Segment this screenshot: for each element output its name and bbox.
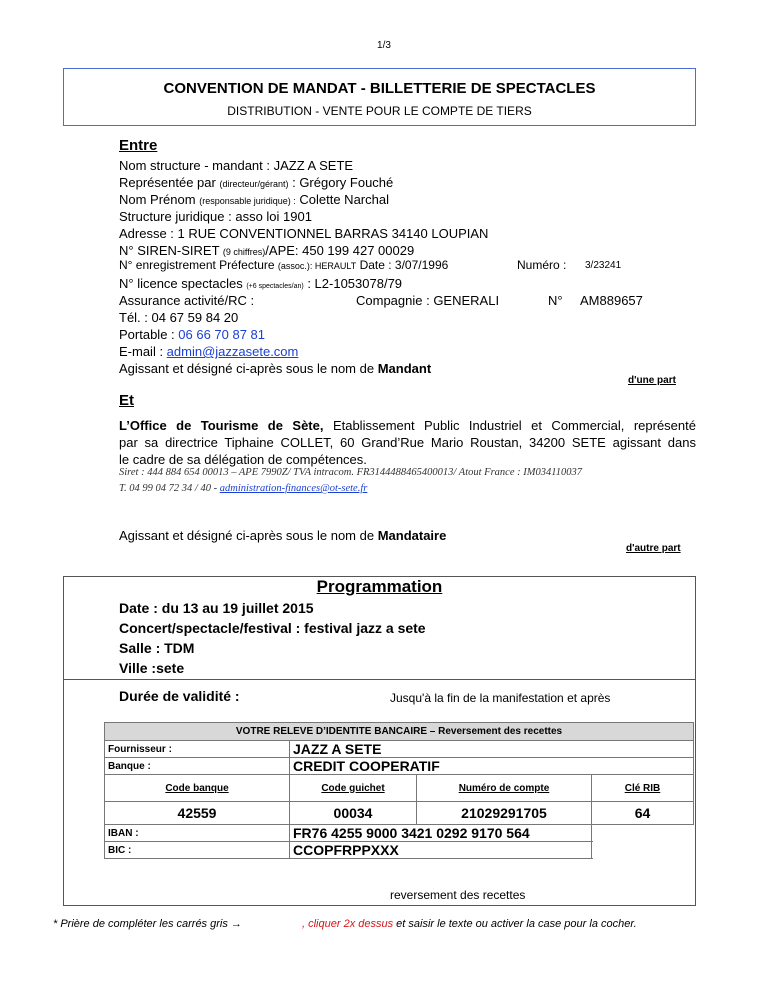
- une-part: d'une part: [628, 375, 676, 386]
- nom-prenom-label: Nom Prénom: [119, 192, 200, 207]
- ot-tel: T. 04 99 04 72 34 / 40 -: [119, 483, 220, 494]
- assurance-label: Assurance activité/RC :: [119, 293, 255, 308]
- prefecture: [119, 258, 448, 272]
- document-subtitle: DISTRIBUTION - VENTE POUR LE COMPTE DE TIERS: [227, 104, 532, 118]
- ot-email-link[interactable]: administration-finances@ot-sete.fr: [219, 483, 368, 494]
- document-title: CONVENTION DE MANDAT - BILLETTERIE DE SPECTACLES: [163, 80, 596, 97]
- col-numero-compte: Numéro de compte: [417, 775, 592, 802]
- rib-fournisseur-row: [105, 741, 694, 758]
- licence: [119, 276, 402, 291]
- nom-prenom-value: Colette Narchal: [295, 192, 389, 207]
- autre-part: d'autre part: [626, 543, 681, 554]
- prog-date: Date : du 13 au 19 juillet 2015: [119, 600, 314, 616]
- portable-value: 06 66 70 87 81: [178, 327, 266, 342]
- et-para-3: le cadre de sa délégation de compétences.: [119, 452, 367, 467]
- iban-label: IBAN :: [105, 825, 290, 842]
- footer-instruction: [302, 918, 637, 930]
- nom-prenom: [119, 192, 389, 207]
- entre-heading: Entre: [119, 137, 158, 154]
- prog-ville: Ville :sete: [119, 660, 185, 676]
- et-para-1-text: Etablissement Public Industriel et Commercial, représenté: [323, 418, 696, 433]
- siren: [119, 243, 414, 258]
- col-code-guichet: Code guichet: [290, 775, 417, 802]
- prefecture-date: Date : 3/07/1996: [356, 258, 449, 272]
- mandataire-text: Agissant et désigné ci-après sous le nom de: [119, 528, 378, 543]
- mandant-line: [119, 361, 431, 376]
- bic-field[interactable]: CCOPFRPPXXX: [290, 842, 592, 859]
- fournisseur-label: Fournisseur :: [105, 741, 290, 758]
- footer-left: * Prière de compléter les carrés gris: [53, 918, 228, 930]
- validite-text: Jusqu'à la fin de la manifestation et après: [390, 691, 611, 705]
- mandataire-line: [119, 528, 446, 543]
- represente-value: : Grégory Fouché: [288, 175, 394, 190]
- page-number: 1/3: [377, 40, 391, 51]
- rib-iban-row: [105, 825, 694, 842]
- rib-header-row: [105, 723, 694, 741]
- reversement-text: reversement des recettes: [390, 888, 526, 902]
- assurance-no-label: N°: [548, 293, 563, 308]
- rib-banque-row: [105, 758, 694, 775]
- iban-field[interactable]: FR76 4255 9000 3421 0292 9170 564: [290, 825, 592, 842]
- rib-bic-row: [105, 842, 694, 859]
- prefecture-hint: (assoc.): HERAULT: [277, 261, 357, 271]
- mandant-term: Mandant: [377, 361, 432, 376]
- cle-rib-field[interactable]: 64: [592, 802, 694, 825]
- nom-prenom-hint: (responsable juridique) :: [199, 196, 296, 206]
- et-heading: Et: [119, 392, 134, 409]
- mandant-text: Agissant et désigné ci-après sous le nom de: [119, 361, 378, 376]
- represente-par: [119, 175, 393, 190]
- rib-columns-row: [105, 775, 694, 802]
- numero-compte-field[interactable]: 21029291705: [417, 802, 592, 825]
- portable: [119, 327, 265, 342]
- telephone: Tél. : 04 67 59 84 20: [119, 310, 239, 325]
- rib-table: [104, 722, 694, 859]
- email-label: E-mail :: [119, 344, 167, 359]
- prefecture-label: N° enregistrement Préfecture: [119, 258, 278, 272]
- code-banque-field[interactable]: 42559: [105, 802, 290, 825]
- siren-hint: (9 chiffres): [222, 247, 266, 257]
- ot-contact-line: [119, 483, 367, 494]
- email-link[interactable]: admin@jazzasete.com: [166, 344, 299, 359]
- numero-label: Numéro :: [517, 258, 567, 272]
- siret-line: Siret : 444 884 654 00013 – APE 7990Z/ TVA intracom. FR3144488465400013/ Atout France : IM034110037: [119, 467, 582, 478]
- prog-concert: Concert/spectacle/festival : festival jazz a sete: [119, 620, 426, 636]
- footer-red: , cliquer 2x dessus: [302, 918, 394, 930]
- col-cle-rib: Clé RIB: [592, 775, 694, 802]
- licence-label: N° licence spectacles: [119, 276, 247, 291]
- arrow-icon: →: [230, 918, 242, 930]
- represente-label: Représentée par: [119, 175, 220, 190]
- email: [119, 344, 298, 359]
- banque-label: Banque :: [105, 758, 290, 775]
- banque-field[interactable]: CREDIT COOPERATIF: [290, 758, 694, 775]
- mandataire-term: Mandataire: [377, 528, 447, 543]
- code-guichet-field[interactable]: 00034: [290, 802, 417, 825]
- licence-value: : L2-1053078/79: [303, 276, 403, 291]
- col-code-banque: Code banque: [105, 775, 290, 802]
- et-para-2: par sa directrice Tiphaine COLLET, 60 Grand’Rue Mario Roustan, 34200 SETE agissant dans: [119, 435, 696, 450]
- structure-juridique: Structure juridique : asso loi 1901: [119, 209, 312, 224]
- represente-hint: (directeur/gérant): [219, 179, 289, 189]
- nom-structure: Nom structure - mandant : JAZZ A SETE: [119, 158, 354, 173]
- rib-header: VOTRE RELEVE D’IDENTITE BANCAIRE – Reversement des recettes: [105, 723, 694, 741]
- compagnie: Compagnie : GENERALI: [356, 293, 500, 308]
- assurance-no: AM889657: [580, 293, 643, 308]
- numero-value: 3/23241: [585, 260, 622, 271]
- fournisseur-field[interactable]: JAZZ A SETE: [290, 741, 694, 758]
- rib-values-row: [105, 802, 694, 825]
- portable-label: Portable :: [119, 327, 179, 342]
- validite-label: Durée de validité :: [119, 688, 240, 704]
- siren-value: /APE: 450 199 427 00029: [265, 243, 415, 258]
- et-para-1: [119, 418, 696, 433]
- siren-label: N° SIREN-SIRET: [119, 243, 223, 258]
- footer-right: et saisir le texte ou activer la case pour la cocher.: [393, 918, 637, 930]
- office-name: L’Office de Tourisme de Sète,: [119, 418, 324, 433]
- adresse: Adresse : 1 RUE CONVENTIONNEL BARRAS 34140 LOUPIAN: [119, 226, 489, 241]
- footer-note: [53, 918, 242, 930]
- programmation-heading: Programmation: [316, 577, 443, 596]
- licence-hint: (+6 spectacles/an): [246, 283, 304, 290]
- bic-label: BIC :: [105, 842, 290, 859]
- prog-salle: Salle : TDM: [119, 640, 195, 656]
